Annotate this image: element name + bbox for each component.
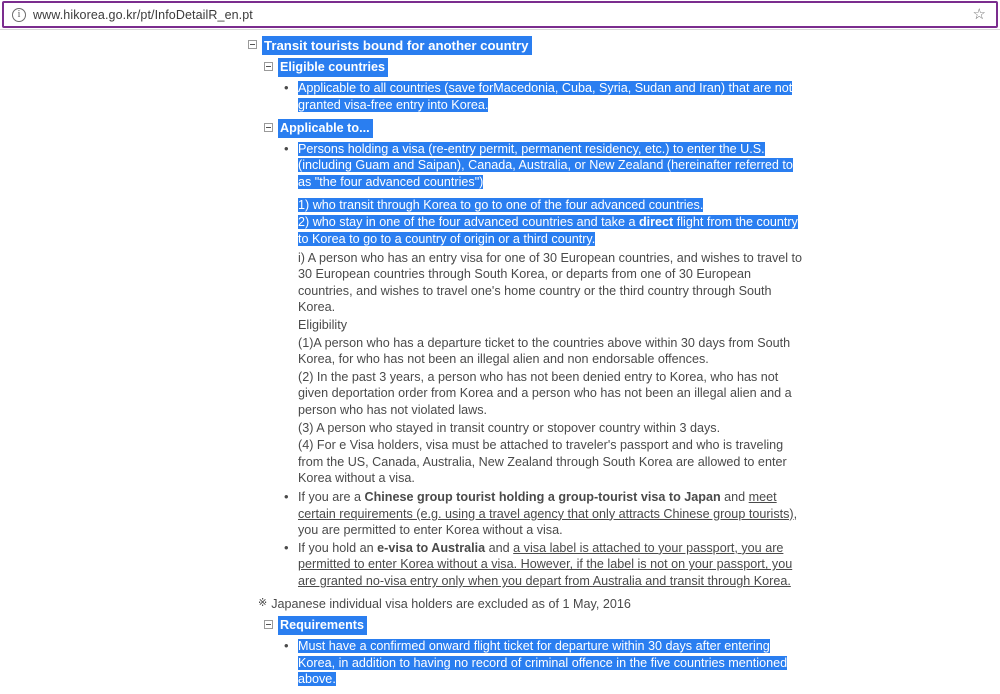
section-heading-requirements: Requirements [278, 616, 367, 635]
collapse-toggle-icon[interactable] [264, 620, 273, 629]
eligible-countries-list [282, 80, 808, 113]
page-title: Transit tourists bound for another country [262, 36, 532, 55]
applicable-subitem-1-text: 1) who transit through Korea to go to one of the four advanced countries. [298, 197, 704, 212]
extra-bullet-1-bold: Chinese group tourist holding a group-tourist visa to Japan [364, 490, 721, 505]
paragraph: (4) For e Visa holders, visa must be attached to traveler's passport and who is traveling from the US, Canada, Australia, New Zealand through South Korea are allowed to enter Korea without a visa. [298, 438, 787, 486]
url-text: www.hikorea.go.kr/pt/InfoDetailR_en.pt [33, 7, 253, 22]
collapse-toggle-icon[interactable] [264, 123, 273, 132]
page-content [0, 30, 1000, 687]
extra-bullet-2-bold: e-visa to Australia [377, 540, 486, 555]
extra-bullet-2-link[interactable]: a visa label is attached to your passport, you are permitted to enter Korea without a visa. However, if the label is not on your passport, you are granted no-visa entry only when you depart from Australia and transit through Korea. [298, 540, 793, 589]
applicable-subitem-1 [298, 197, 808, 214]
article-body [248, 36, 808, 694]
eligibility-paragraphs [282, 250, 808, 488]
paragraph: (3) A person who stayed in transit country or stopover country within 3 days. [298, 420, 721, 435]
paragraph: i) A person who has an entry visa for one of 30 European countries, and wishes to travel to 30 European countries through South Korea, or departs from one of 30 European countries, and wishes to travel one's home country or the third country through South Korea. [298, 250, 803, 315]
list-item [282, 141, 808, 191]
browser-toolbar [0, 0, 1000, 30]
page-title-row [248, 36, 808, 55]
applicable-to-list [282, 141, 808, 191]
list-item-text: Persons holding a visa (re-entry permit, permanent residency, etc.) to enter the U.S. (including Guam and Saipan), Canada, Australia, or New Zealand (hereinafter referred to as "the four advanced countries") [298, 141, 793, 190]
list-item-text: Must have a confirmed onward flight ticket for departure within 30 days after entering Korea, in addition to having no record of criminal offence in the five countries mentioned above. [298, 638, 788, 687]
section-heading-eligible-countries: Eligible countries [278, 58, 388, 77]
paragraph: Eligibility [298, 317, 347, 332]
extra-bullet-1-link[interactable]: meet certain requirements (e.g. using a travel agency that only attracts Chinese group tourists) [298, 490, 794, 521]
extra-bullet-1-p1: If you are a [298, 490, 365, 505]
extra-bullet-2-p1: If you hold an [298, 540, 378, 555]
info-icon[interactable]: i [12, 8, 26, 22]
star-icon[interactable]: ☆ [972, 6, 986, 23]
address-bar[interactable] [2, 1, 998, 28]
extra-bullet-2-p2: and [485, 540, 514, 555]
section-heading-applicable-to: Applicable to... [278, 119, 373, 138]
paragraph: (2) In the past 3 years, a person who has not been denied entry to Korea, who has not given deportation order from Korea and a person who has not been an illegal alien and a person who has not violated laws. [298, 369, 792, 417]
reference-mark-icon: ※ [258, 596, 268, 609]
list-item [282, 80, 808, 113]
footnote-text: Japanese individual visa holders are excluded as of 1 May, 2016 [271, 596, 631, 611]
extra-bullet-1-p2: and [720, 490, 749, 505]
section-heading-row-requirements [264, 616, 808, 635]
applicable-subitem-2 [298, 214, 808, 247]
list-item [282, 540, 808, 590]
section-heading-row-eligible [264, 58, 808, 77]
paragraph: (1)A person who has a departure ticket to the countries above within 30 days from South Korea, for who has not been an illegal alien and non endorsable offences. [298, 335, 791, 367]
applicable-subitem-2-prefix: 2) who stay in one of the four advanced countries and take a [298, 215, 639, 230]
collapse-toggle-icon[interactable] [248, 40, 257, 49]
applicable-subitems [282, 197, 808, 248]
footnote-row [258, 596, 808, 613]
applicable-subitem-2-bold: direct [638, 215, 674, 230]
list-item [282, 638, 808, 688]
applicable-subitem-2-suffix: flight from the country to Korea to go to a country of origin or a third country. [298, 215, 798, 246]
list-item [282, 489, 808, 539]
list-item-text: Applicable to all countries (save forMacedonia, Cuba, Syria, Sudan and Iran) that are not granted visa-free entry into Korea. [298, 81, 793, 112]
collapse-toggle-icon[interactable] [264, 62, 273, 71]
extra-bullet-1-p3: , you are permitted to enter Korea without a visa. [298, 506, 798, 538]
section-heading-row-applicable [264, 119, 808, 138]
extra-conditions-list [282, 489, 808, 590]
requirements-list [282, 638, 808, 688]
